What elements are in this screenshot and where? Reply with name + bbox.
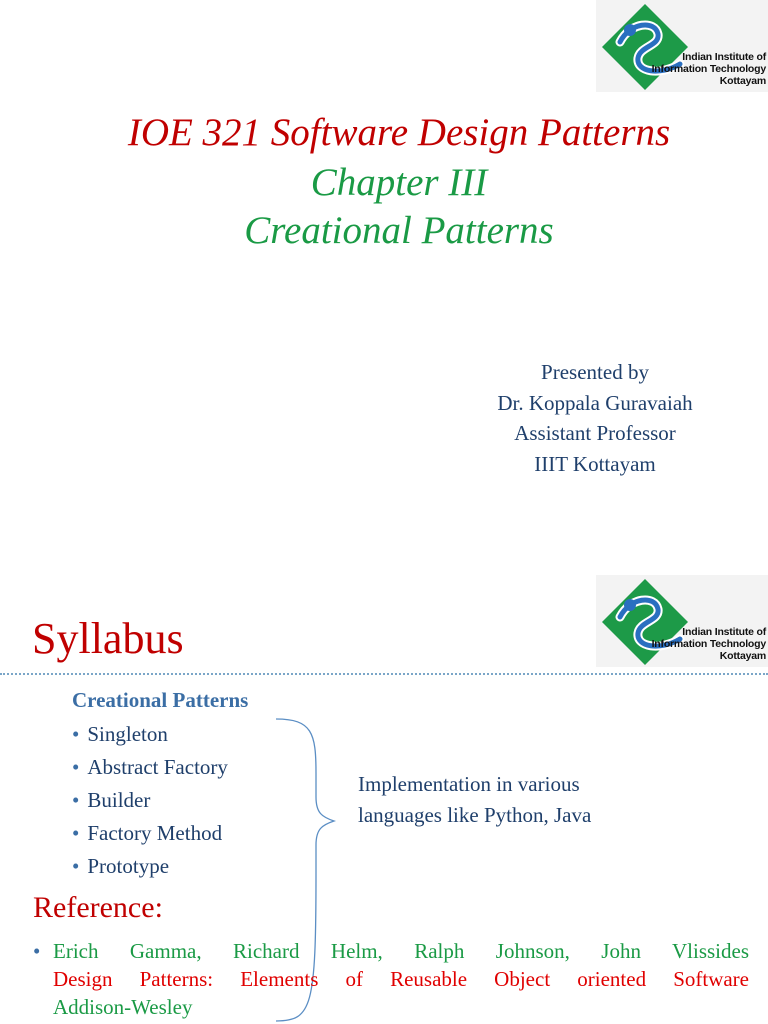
institute-name-line2: Information Technology bbox=[651, 63, 766, 75]
pattern-list bbox=[72, 720, 228, 885]
bullet-icon: • bbox=[72, 854, 80, 878]
course-title: IOE 321 Software Design Patterns bbox=[127, 111, 671, 154]
implementation-note bbox=[358, 769, 591, 831]
slide-title: Syllabus bbox=[32, 614, 184, 663]
list-item bbox=[72, 786, 228, 819]
bullet-icon: • bbox=[72, 722, 80, 746]
chapter-title: Chapter III bbox=[310, 161, 488, 204]
syllabus-slide bbox=[0, 575, 768, 1024]
reference-heading: Reference: bbox=[33, 891, 163, 924]
reference-entry bbox=[33, 937, 749, 1021]
list-item bbox=[72, 852, 228, 885]
pattern-name: Builder bbox=[87, 788, 151, 812]
section-heading: Creational Patterns bbox=[72, 688, 249, 712]
institute-logo bbox=[596, 0, 768, 92]
reference-authors: Erich Gamma, Richard Helm, Ralph Johnson, John Vlissides bbox=[53, 939, 749, 963]
presenter-block bbox=[440, 357, 750, 479]
implementation-line2: languages like Python, Java bbox=[358, 803, 592, 827]
presenter-affiliation: IIIT Kottayam bbox=[534, 451, 656, 476]
implementation-line1: Implementation in various bbox=[358, 772, 580, 796]
pattern-name: Factory Method bbox=[87, 821, 223, 845]
institute-name bbox=[652, 626, 766, 662]
bullet-icon: • bbox=[72, 788, 80, 812]
presenter-name: Dr. Koppala Guravaiah bbox=[497, 390, 693, 415]
pattern-name: Singleton bbox=[87, 722, 168, 746]
institute-name bbox=[652, 51, 766, 87]
institute-name-line3: Kottayam bbox=[719, 75, 766, 87]
reference-book-title: Design Patterns: Elements of Reusable Object oriented Software bbox=[53, 967, 749, 991]
institute-name-line2: Information Technology bbox=[651, 638, 766, 650]
presenter-intro: Presented by bbox=[541, 360, 649, 384]
bullet-icon: • bbox=[72, 755, 80, 779]
pattern-name: Prototype bbox=[87, 854, 170, 878]
institute-logo bbox=[596, 575, 768, 667]
title-divider bbox=[0, 673, 768, 675]
pattern-name: Abstract Factory bbox=[87, 755, 228, 779]
institute-name-line1: Indian Institute of bbox=[682, 51, 766, 63]
chapter-subtitle: Creational Patterns bbox=[244, 209, 554, 252]
reference-publisher: Addison-Wesley bbox=[53, 995, 193, 1019]
bullet-icon: • bbox=[33, 939, 41, 963]
presenter-position: Assistant Professor bbox=[514, 421, 676, 445]
list-item bbox=[72, 753, 228, 786]
list-item bbox=[72, 819, 228, 852]
institute-name-line3: Kottayam bbox=[719, 650, 766, 662]
bullet-icon: • bbox=[72, 821, 80, 845]
list-item bbox=[72, 720, 228, 753]
institute-name-line1: Indian Institute of bbox=[682, 626, 766, 638]
